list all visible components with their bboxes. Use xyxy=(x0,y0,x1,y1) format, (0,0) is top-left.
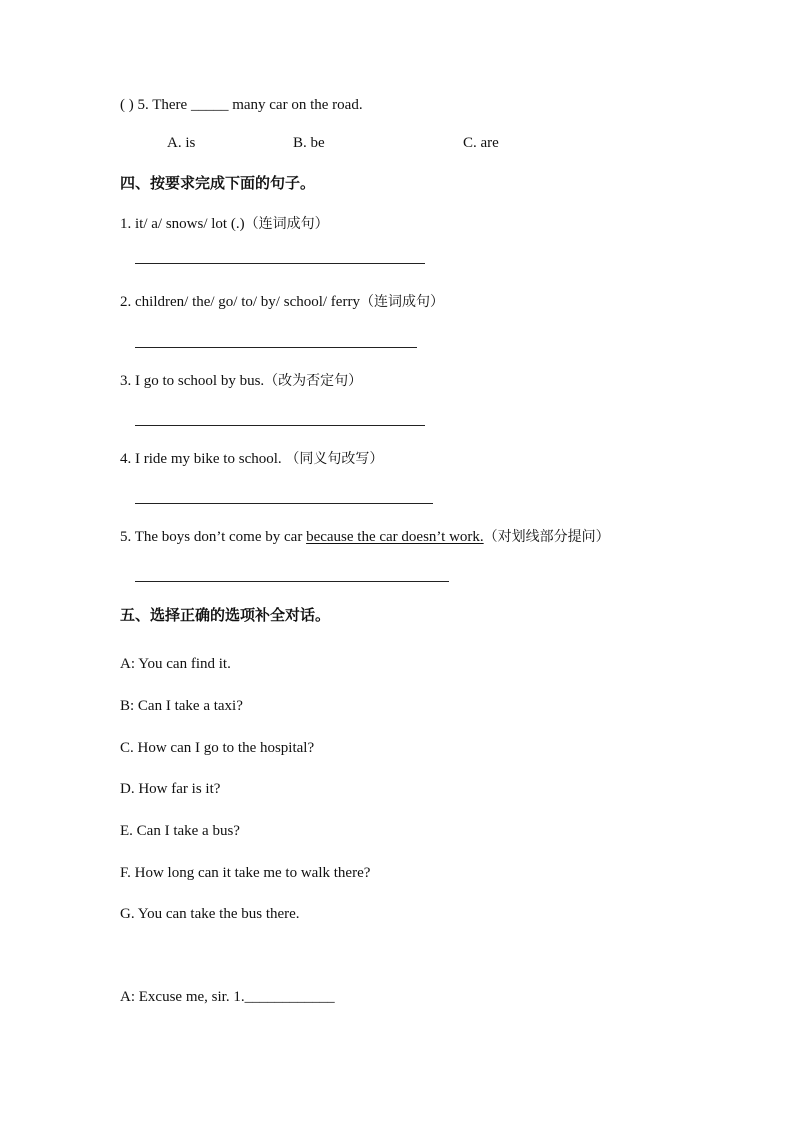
item-instruction: （连词成句） xyxy=(244,216,329,232)
item-text: 2. children/ the/ go/ to/ by/ school/ ferry xyxy=(120,294,360,310)
answer-line-1[interactable] xyxy=(135,263,425,264)
answer-line-3[interactable] xyxy=(135,425,425,426)
item-text: 4. I ride my bike to school. xyxy=(120,451,286,467)
section-4-item-4 xyxy=(120,448,383,468)
item-instruction: （连词成句） xyxy=(359,294,444,310)
section-4-item-2 xyxy=(120,291,444,311)
item-text: 1. it/ a/ snows/ lot (.) xyxy=(120,216,245,232)
section-4-item-3 xyxy=(120,370,362,390)
dialogue-option-b: B: Can I take a taxi? xyxy=(120,698,243,714)
q5-option-c: C. are xyxy=(463,135,499,151)
dialogue-option-a: A: You can find it. xyxy=(120,656,231,672)
answer-line-4[interactable] xyxy=(135,503,433,504)
item-instruction: （同义句改写） xyxy=(285,451,384,467)
dialogue-option-c: C. How can I go to the hospital? xyxy=(120,740,315,756)
item-instruction: （对划线部分提问） xyxy=(483,529,610,545)
dialogue-line-1: A: Excuse me, sir. 1.____________ xyxy=(120,989,335,1005)
section-4-heading: 四、按要求完成下面的句子。 xyxy=(120,174,316,192)
dialogue-option-e: E. Can I take a bus? xyxy=(120,823,240,839)
q5-option-a: A. is xyxy=(167,135,196,151)
section-4-item-5 xyxy=(120,526,610,546)
answer-line-2[interactable] xyxy=(135,347,417,348)
answer-paren: ( ) xyxy=(120,97,134,113)
item-text: 5. The boys don’t come by car xyxy=(120,529,307,545)
item-text: 3. I go to school by bus. xyxy=(120,373,265,389)
dialogue-option-d: D. How far is it? xyxy=(120,781,221,797)
q5-text: 5. There _____ many car on the road. xyxy=(137,97,363,113)
section-5-heading: 五、选择正确的选项补全对话。 xyxy=(120,606,331,624)
q5-option-b: B. be xyxy=(293,135,325,151)
dialogue-option-g: G. You can take the bus there. xyxy=(120,906,300,922)
dialogue-option-f: F. How long can it take me to walk there? xyxy=(120,865,371,881)
answer-line-5[interactable] xyxy=(135,581,449,582)
section-4-item-1 xyxy=(120,213,329,233)
item-instruction: （改为否定句） xyxy=(264,373,363,389)
q5-row xyxy=(120,97,363,114)
underlined-phrase: because the car doesn’t work. xyxy=(306,529,484,545)
